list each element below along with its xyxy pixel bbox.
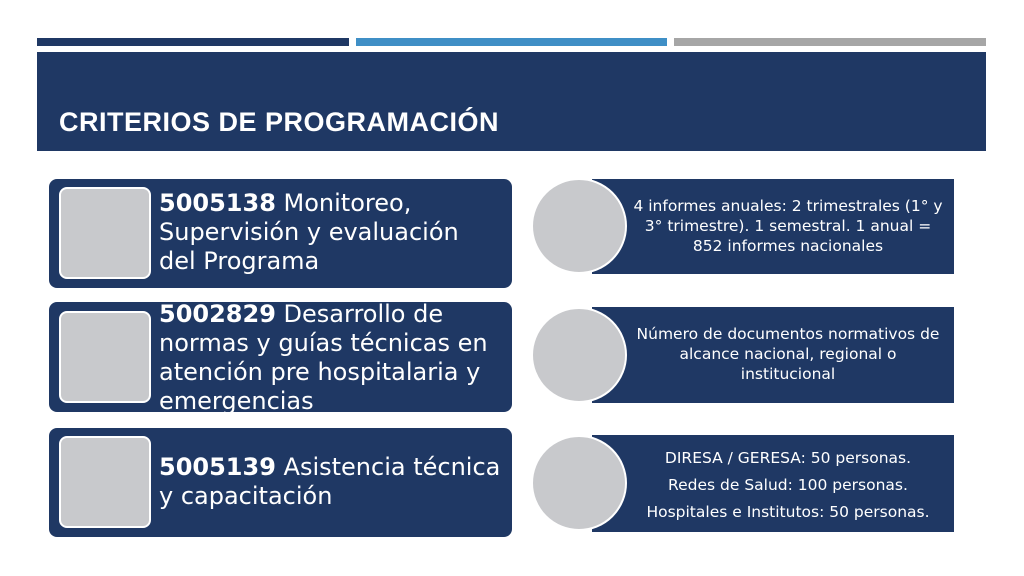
placeholder-image: [59, 436, 151, 528]
program-code: 5005139: [159, 453, 276, 481]
accent-stripe-navy: [37, 38, 349, 46]
criteria-card-1: [592, 179, 954, 274]
page-title: CRITERIOS DE PROGRAMACIÓN: [59, 107, 500, 137]
criteria-card-2: [592, 307, 954, 403]
title-banner: [37, 52, 986, 151]
program-card-2: [49, 300, 512, 415]
program-name: Monitoreo, Supervisión y evaluación del Programa: [159, 189, 459, 275]
program-label: [159, 300, 502, 416]
program-card-3: [49, 428, 512, 537]
accent-stripe-blue: [356, 38, 667, 46]
criteria-text: Número de documentos normativos de alcance nacional, regional o institucional: [636, 325, 940, 383]
criteria-card-3: [592, 435, 954, 532]
program-name: Desarrollo de normas y guías técnicas en atención pre hospitalaria y emergencias: [159, 300, 488, 415]
placeholder-image: [59, 311, 151, 403]
program-card-1: [49, 179, 512, 288]
program-code: 5005138: [159, 189, 276, 217]
placeholder-circle: [531, 178, 627, 274]
criteria-text: [632, 445, 944, 526]
criteria-line: Redes de Salud: 100 personas.: [668, 476, 908, 494]
placeholder-image: [59, 187, 151, 279]
placeholder-circle: [531, 307, 627, 403]
program-label: [159, 453, 502, 511]
program-name: Asistencia técnica y capacitación: [159, 453, 501, 510]
accent-stripe-gray: [674, 38, 986, 46]
placeholder-circle: [531, 435, 627, 531]
program-label: [159, 189, 502, 276]
criteria-text: 4 informes anuales: 2 trimestrales (1° y 3° trimestre). 1 semestral. 1 anual = 852 informes nacionales: [633, 197, 943, 255]
criteria-line: Hospitales e Institutos: 50 personas.: [646, 503, 930, 521]
criteria-line: DIRESA / GERESA: 50 personas.: [664, 449, 912, 467]
program-code: 5002829: [159, 300, 276, 328]
